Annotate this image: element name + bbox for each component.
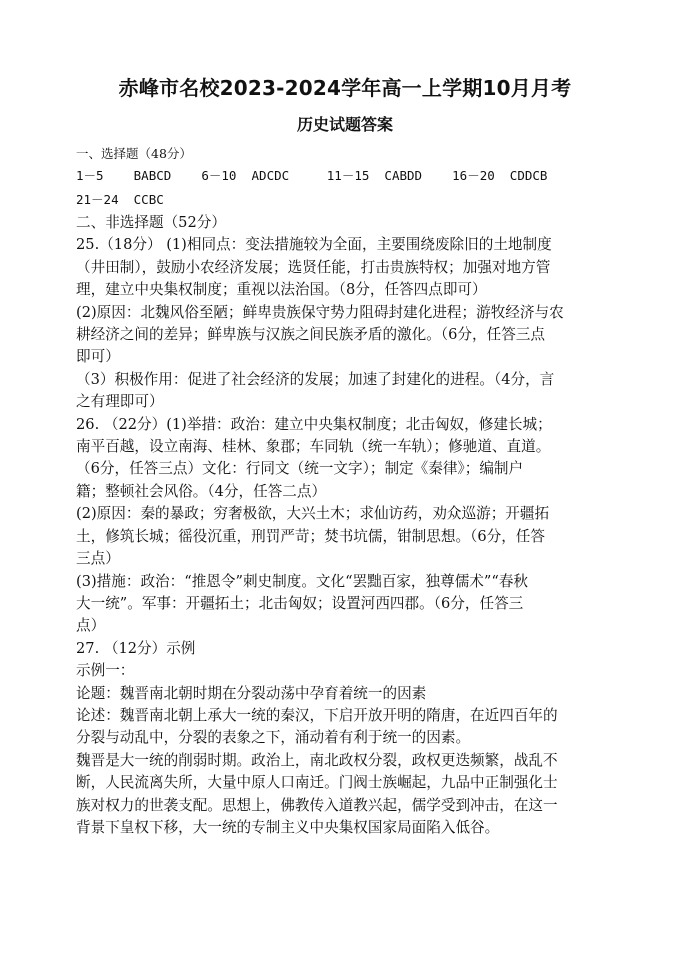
text-line: 断，人民流离失所，大量中原人口南迁。门阀士族崛起，九品中正制强化士: [76, 774, 558, 792]
text-line: (2)原因：秦的暴政；穷奢极欲，大兴土木；求仙访药，劝众巡游；开疆拓: [76, 505, 550, 523]
text-line: 理，建立中央集权制度；重视以法治国。（8分，任答四点即可）: [76, 281, 487, 299]
text-line: (3)措施：政治：“推恩令”刺史制度。文化“罢黜百家，独尊儒术”“春秋: [76, 572, 529, 590]
text-line: （3）积极作用：促进了社会经济的发展；加速了封建化的进程。（4分，言: [76, 370, 555, 388]
text-line: 土，修筑长城；徭役沉重，刑罚严苛；焚书坑儒，钳制思想。（6分，任答: [76, 527, 545, 545]
text-line: 示例一：: [76, 662, 135, 680]
text-line: 耕经济之间的差异；鲜卑族与汉族之间民族矛盾的激化。（6分，任答三点: [76, 326, 545, 344]
answer-body: [76, 144, 614, 839]
text-line: (2)原因：北魏风俗至陋；鲜卑贵族保守势力阻碍封建化进程；游牧经济与农: [76, 303, 564, 321]
text-line: 族对权力的世袭支配。思想上，佛教传入道教兴起，儒学受到冲击，在这一: [76, 796, 558, 814]
text-line: 论述：魏晋南北朝上承大一统的秦汉，下启开放开明的隋唐，在近四百年的: [76, 706, 558, 724]
text-line: 魏晋是大一统的削弱时期。政治上，南北政权分裂，政权更迭频繁，战乱不: [76, 751, 558, 769]
text-line: 27. （12分）示例: [76, 639, 196, 657]
text-line: 即可）: [76, 348, 120, 366]
text-line: 论题：魏晋南北朝时期在分裂动荡中孕育着统一的因素: [76, 684, 427, 702]
text-line: 籍；整顿社会风俗。（4分，任答二点）: [76, 482, 327, 500]
text-line: （6分，任答三点）文化：行同文（统一文字）；制定《秦律》；编制户: [76, 460, 524, 478]
text-line: 之有理即可）: [76, 393, 164, 411]
text-line: 点）: [76, 617, 106, 635]
choice-answers-row-1: 1－5 BABCD 6－10 ADCDC 11－15 CABDD 16－20 CDDCB: [76, 168, 548, 183]
text-line: 三点）: [76, 550, 120, 568]
choice-answers-row-2: 21－24 CCBC: [76, 192, 164, 207]
page-subtitle: 历史试题答案: [296, 115, 393, 134]
text-line: 分裂与动乱中，分裂的表象之下，涌动着有利于统一的因素。: [76, 729, 471, 747]
text-line: 南平百越，设立南海、桂林、象郡；车同轨（统一车轨）；修驰道、直道。: [76, 438, 551, 456]
text-line: 大一统”。军事：开疆拓土；北击匈奴；设置河西四郡。（6分，任答三: [76, 594, 524, 612]
text-line: （井田制），鼓励小农经济发展；选贤任能，打击贵族特权；加强对地方管: [76, 258, 551, 276]
section-heading-choice: 一、选择题（48分）: [76, 146, 192, 161]
text-line: 背景下皇权下移，大一统的专制主义中央集权国家局面陷入低谷。: [76, 818, 500, 836]
section-heading-nonchoice: 二、非选择题（52分）: [76, 214, 226, 231]
text-line: 26. （22分）(1)举措：政治：建立中央集权制度；北击匈奴，修建长城；: [76, 415, 552, 433]
page-title: 赤峰市名校2023-2024学年高一上学期10月月考: [118, 76, 572, 100]
text-line: 25.（18分） (1)相同点：变法措施较为全面，主要围绕废除旧的土地制度: [76, 236, 552, 254]
